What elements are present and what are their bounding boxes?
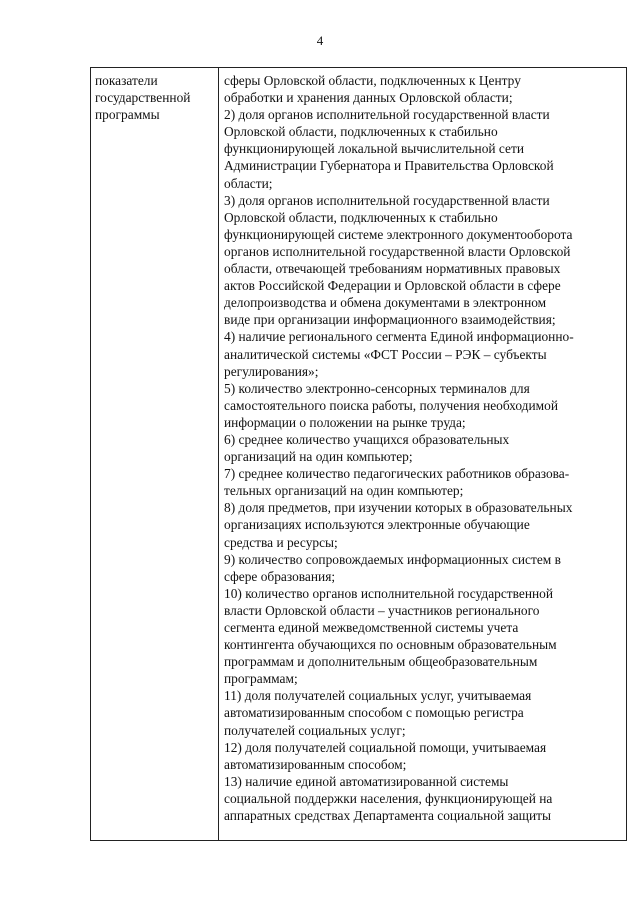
content-line: обработки и хранения данных Орловской области;: [224, 90, 513, 106]
content-line: регулирования»;: [224, 363, 319, 379]
content-line: Орловской области, подключенных к стабильно: [224, 209, 498, 225]
content-line: тельных организаций на один компьютер;: [224, 483, 464, 499]
content-line: автоматизированным способом;: [224, 756, 407, 772]
content-line: Орловской области, подключенных к стабильно: [224, 124, 498, 140]
content-line: Администрации Губернатора и Правительства Орловской: [224, 158, 554, 174]
content-line: функционирующей локальной вычислительной сети: [224, 141, 525, 157]
content-line: области, отвечающей требованиям нормативных правовых: [224, 261, 561, 277]
content-line: сфере образования;: [224, 568, 336, 584]
content-line: 2) доля органов исполнительной государственной власти: [224, 107, 550, 123]
content-line: 6) среднее количество учащихся образовательных: [224, 431, 510, 447]
content-line: виде при организации информационного взаимодействия;: [224, 312, 556, 328]
content-line: 4) наличие регионального сегмента Единой информационно-: [224, 329, 574, 345]
content-line: получателей социальных услуг;: [224, 722, 406, 738]
row-label-line: показатели: [95, 73, 158, 88]
content-line: 9) количество сопровождаемых информационных систем в: [224, 551, 561, 567]
content-line: 5) количество электронно-сенсорных терминалов для: [224, 380, 530, 396]
content-line: самостоятельного поиска работы, получения необходимой: [224, 397, 558, 413]
content-line: социальной поддержки населения, функционирующей на: [224, 790, 553, 806]
content-line: 11) доля получателей социальных услуг, учитываемая: [224, 688, 532, 704]
program-indicators-table: [90, 67, 627, 841]
content-line: 3) доля органов исполнительной государственной власти: [224, 192, 550, 208]
content-line: информации о положении на рынке труда;: [224, 414, 466, 430]
content-line: аналитической системы «ФСТ России – РЭК – субъекты: [224, 346, 547, 362]
content-line: программам и дополнительным общеобразовательным: [224, 654, 538, 670]
content-line: 10) количество органов исполнительной государственной: [224, 585, 554, 601]
content-line: 13) наличие единой автоматизированной системы: [224, 773, 509, 789]
content-line: власти Орловской области – участников регионального: [224, 602, 540, 618]
content-line: контингента обучающихся по основным образовательным: [224, 637, 557, 653]
content-line: 8) доля предметов, при изучении которых в образовательных: [224, 500, 573, 516]
content-line: сферы Орловской области, подключенных к Центру: [224, 73, 521, 88]
content-line: организациях используются электронные обучающие: [224, 517, 530, 533]
content-line: делопроизводства и обмена документами в электронном: [224, 295, 547, 311]
row-label-cell: [91, 68, 219, 840]
content-line: программам;: [224, 671, 298, 687]
content-line: аппаратных средствах Департамента социальной защиты: [224, 808, 552, 824]
page-number: 4: [316, 33, 324, 48]
content-line: органов исполнительной государственной власти Орловской: [224, 243, 571, 259]
content-line: организаций на один компьютер;: [224, 449, 413, 465]
content-line: сегмента единой межведомственной системы учета: [224, 620, 519, 635]
content-line: актов Российской Федерации и Орловской области в сфере: [224, 278, 561, 294]
content-line: средства и ресурсы;: [224, 534, 338, 550]
row-label-line: государственной: [95, 90, 191, 105]
content-line: автоматизированным способом с помощью регистра: [224, 705, 524, 721]
row-label-line: программы: [95, 107, 160, 122]
row-content-cell: [219, 68, 626, 840]
content-line: области;: [224, 175, 273, 191]
content-line: 12) доля получателей социальной помощи, учитываемая: [224, 739, 547, 755]
content-line: функционирующей системе электронного документооборота: [224, 226, 573, 242]
content-line: 7) среднее количество педагогических работников образова-: [224, 466, 570, 482]
